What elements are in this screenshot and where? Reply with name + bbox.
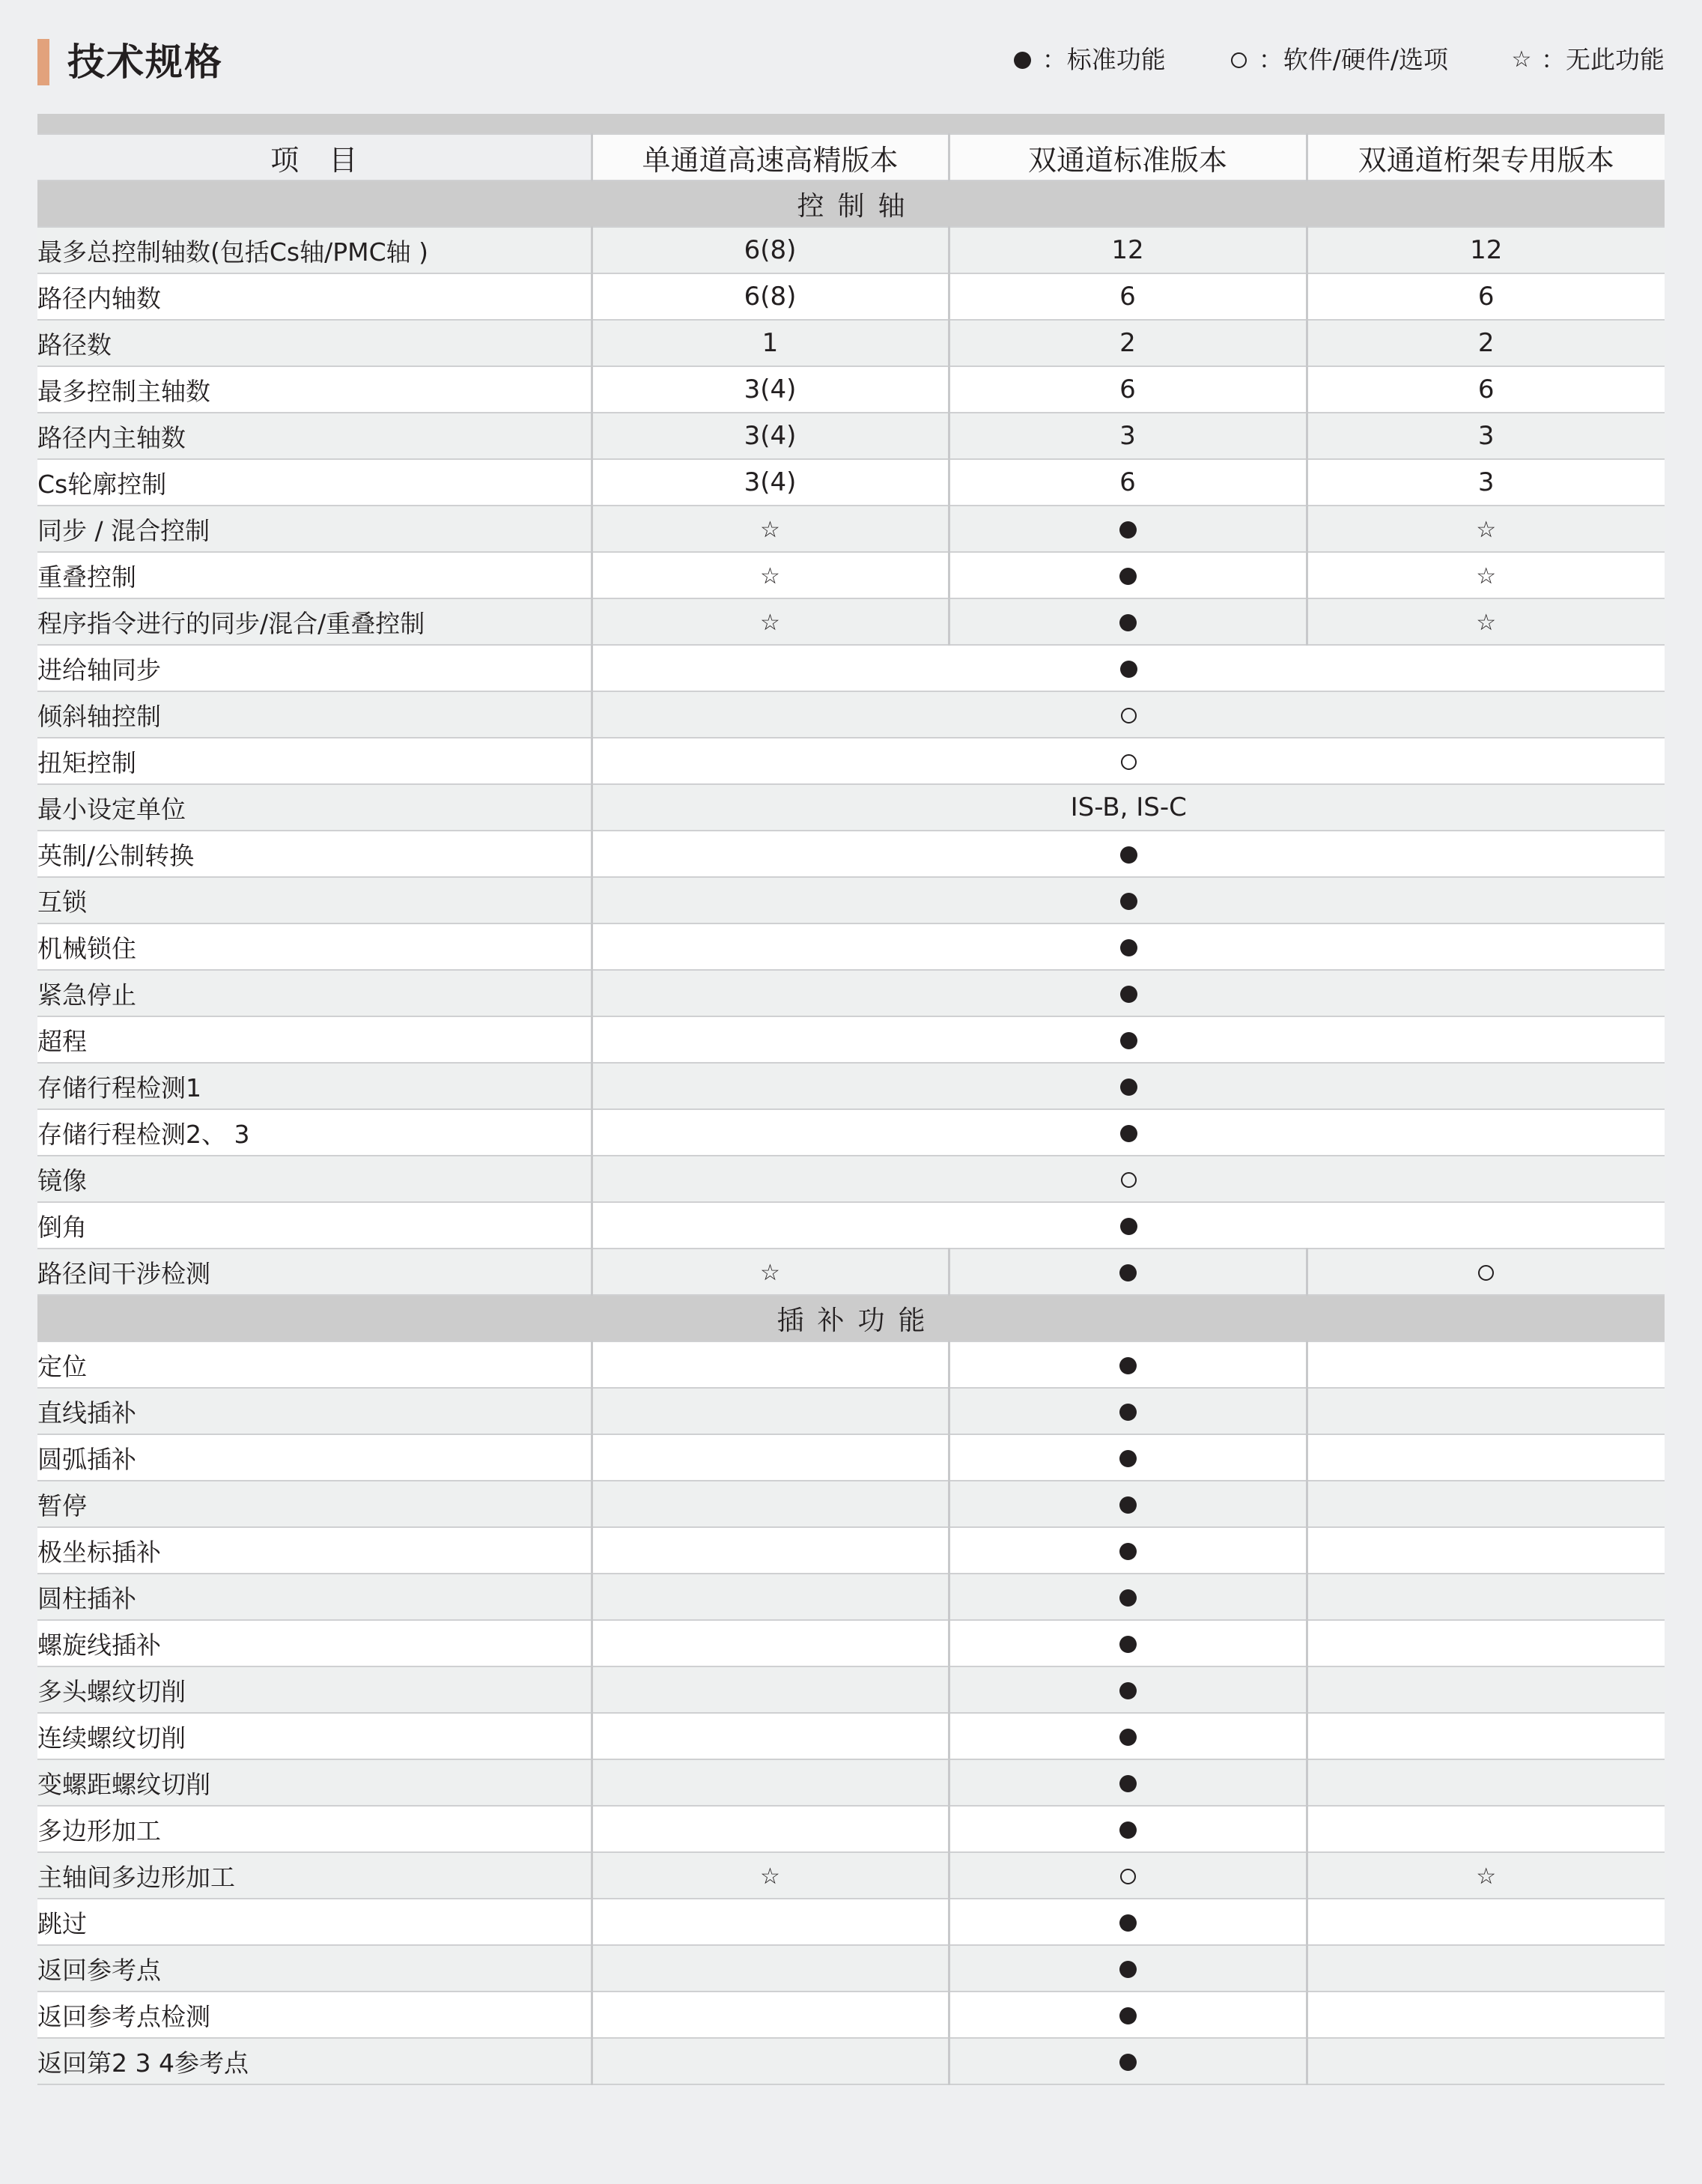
filled-circle-icon — [1119, 1589, 1137, 1607]
row-value-col1 — [592, 1852, 949, 1899]
row-value-col1: 3(4) — [592, 459, 949, 506]
star-icon: ☆ — [760, 517, 780, 543]
row-value-col3: 2 — [1307, 320, 1665, 366]
row-value-col3 — [1307, 1341, 1665, 1388]
row-value-col1 — [592, 1899, 949, 1945]
table-row — [37, 413, 1665, 459]
row-value-col3 — [1307, 2038, 1665, 2084]
row-value-merged — [592, 877, 1665, 923]
row-value-col1: 6(8) — [592, 273, 949, 320]
row-value-col2 — [949, 506, 1307, 552]
row-label: 多头螺纹切削 — [37, 1666, 592, 1713]
row-label: 最多控制主轴数 — [37, 366, 592, 413]
filled-circle-icon — [1119, 1264, 1137, 1281]
row-value-col2 — [949, 552, 1307, 598]
row-value-col2: 2 — [949, 320, 1307, 366]
star-icon: ☆ — [1476, 517, 1497, 543]
row-label: 暂停 — [37, 1481, 592, 1527]
filled-circle-icon — [1119, 1775, 1137, 1792]
row-value-col3: 3 — [1307, 413, 1665, 459]
row-value-col1 — [592, 1620, 949, 1666]
row-value-col1 — [592, 1249, 949, 1295]
row-label: 程序指令进行的同步/混合/重叠控制 — [37, 598, 592, 645]
row-value-col2 — [949, 1481, 1307, 1527]
star-icon: ☆ — [1476, 610, 1497, 636]
filled-circle-icon — [1119, 1496, 1137, 1514]
hollow-circle-icon — [1121, 1172, 1137, 1188]
row-value-col3 — [1307, 1806, 1665, 1852]
row-label: 返回第2 3 4参考点 — [37, 2038, 592, 2084]
table-row — [37, 227, 1665, 273]
row-label: 路径内主轴数 — [37, 413, 592, 459]
filled-circle-icon — [1119, 1357, 1137, 1374]
spec-table — [37, 133, 1665, 2085]
table-row — [37, 970, 1665, 1016]
row-value-col1 — [592, 598, 949, 645]
row-label: Cs轮廓控制 — [37, 459, 592, 506]
table-row — [37, 877, 1665, 923]
row-value-col1 — [592, 1434, 949, 1481]
row-label: 重叠控制 — [37, 552, 592, 598]
row-value-col3 — [1307, 1666, 1665, 1713]
table-row — [37, 320, 1665, 366]
row-value-merged — [592, 691, 1665, 738]
star-icon: ☆ — [1476, 563, 1497, 589]
table-row — [37, 1481, 1665, 1527]
legend-item-option — [1227, 37, 1448, 82]
row-value-col1: 3(4) — [592, 413, 949, 459]
row-value-col2 — [949, 1852, 1307, 1899]
row-label: 返回参考点 — [37, 1945, 592, 1992]
row-value-col2 — [949, 1620, 1307, 1666]
filled-circle-icon — [1119, 1729, 1137, 1746]
row-value-merged — [592, 1202, 1665, 1249]
filled-circle-icon — [1120, 661, 1137, 678]
row-value-col2 — [949, 1249, 1307, 1295]
filled-circle-icon — [1119, 1636, 1137, 1653]
row-label: 螺旋线插补 — [37, 1620, 592, 1666]
table-row — [37, 738, 1665, 784]
table-row — [37, 1759, 1665, 1806]
legend-item-none — [1510, 37, 1665, 82]
row-value-col2 — [949, 1759, 1307, 1806]
row-value-col2 — [949, 1992, 1307, 2038]
table-row — [37, 831, 1665, 877]
row-value-col2: 3 — [949, 413, 1307, 459]
table-row — [37, 1713, 1665, 1759]
section-header-row — [37, 1295, 1665, 1341]
row-label: 存储行程检测1 — [37, 1063, 592, 1109]
row-label: 机械锁住 — [37, 923, 592, 970]
filled-circle-icon — [1120, 893, 1137, 910]
row-value-col3 — [1307, 1249, 1665, 1295]
row-label: 倒角 — [37, 1202, 592, 1249]
filled-circle-icon — [1119, 614, 1137, 631]
star-icon: ☆ — [760, 1863, 780, 1890]
row-value-col1 — [592, 552, 949, 598]
table-row — [37, 459, 1665, 506]
table-row — [37, 273, 1665, 320]
filled-circle-icon — [1011, 52, 1035, 69]
filled-circle-icon — [1120, 846, 1137, 864]
table-row — [37, 1666, 1665, 1713]
row-value-col1 — [592, 1388, 949, 1434]
row-label: 扭矩控制 — [37, 738, 592, 784]
filled-circle-icon — [1120, 1032, 1137, 1049]
table-row — [37, 1945, 1665, 1992]
filled-circle-icon — [1120, 1125, 1137, 1142]
row-label: 互锁 — [37, 877, 592, 923]
row-value-col3 — [1307, 1759, 1665, 1806]
filled-circle-icon — [1120, 986, 1137, 1003]
table-row — [37, 552, 1665, 598]
table-row — [37, 366, 1665, 413]
section-title: 控制轴 — [37, 181, 1665, 227]
row-value-col2 — [949, 1388, 1307, 1434]
row-value-merged — [592, 645, 1665, 691]
row-value-col2: 12 — [949, 227, 1307, 273]
table-row — [37, 506, 1665, 552]
legend-label: ：标准功能 — [1042, 45, 1166, 74]
row-label: 主轴间多边形加工 — [37, 1852, 592, 1899]
row-value-merged — [592, 1109, 1665, 1156]
row-label: 路径内轴数 — [37, 273, 592, 320]
filled-circle-icon — [1119, 568, 1137, 585]
row-label: 最多总控制轴数(包括Cs轴/PMC轴 ) — [37, 227, 592, 273]
row-value-col3 — [1307, 1388, 1665, 1434]
table-row — [37, 1016, 1665, 1063]
row-value-col3: 6 — [1307, 273, 1665, 320]
row-value-col1 — [592, 1713, 949, 1759]
header-dual-standard: 双通道标准版本 — [949, 134, 1307, 181]
row-value-col1 — [592, 1341, 949, 1388]
row-value-col1 — [592, 1759, 949, 1806]
row-value-col2 — [949, 1341, 1307, 1388]
table-row — [37, 645, 1665, 691]
table-row — [37, 1806, 1665, 1852]
row-value-col2 — [949, 1574, 1307, 1620]
row-label: 英制/公制转换 — [37, 831, 592, 877]
table-row — [37, 1109, 1665, 1156]
table-row — [37, 923, 1665, 970]
filled-circle-icon — [1120, 1218, 1137, 1235]
row-value-col2 — [949, 1527, 1307, 1574]
row-label: 紧急停止 — [37, 970, 592, 1016]
star-icon: ☆ — [1476, 1863, 1497, 1890]
row-label: 倾斜轴控制 — [37, 691, 592, 738]
row-label: 返回参考点检测 — [37, 1992, 592, 2038]
row-value-col1 — [592, 1945, 949, 1992]
row-label: 极坐标插补 — [37, 1527, 592, 1574]
filled-circle-icon — [1119, 1821, 1137, 1839]
row-value-col2 — [949, 2038, 1307, 2084]
table-row — [37, 1341, 1665, 1388]
table-row — [37, 1527, 1665, 1574]
legend — [1011, 37, 1665, 82]
filled-circle-icon — [1119, 1682, 1137, 1699]
filled-circle-icon — [1120, 1079, 1137, 1096]
page-title: 技术规格 — [67, 40, 223, 84]
hollow-circle-icon — [1478, 1265, 1494, 1281]
row-value-col2 — [949, 1666, 1307, 1713]
row-label: 最小设定单位 — [37, 784, 592, 831]
table-header-row — [37, 134, 1665, 181]
section-title: 插补功能 — [37, 1295, 1665, 1341]
row-value-col2 — [949, 1434, 1307, 1481]
table-row — [37, 1574, 1665, 1620]
row-value-col1: 1 — [592, 320, 949, 366]
hollow-circle-icon — [1227, 52, 1251, 68]
row-value-col3: 3 — [1307, 459, 1665, 506]
row-value-merged — [592, 970, 1665, 1016]
row-value-col3 — [1307, 552, 1665, 598]
row-value-col1 — [592, 506, 949, 552]
row-label: 同步 / 混合控制 — [37, 506, 592, 552]
row-label: 圆弧插补 — [37, 1434, 592, 1481]
row-value-col3 — [1307, 1899, 1665, 1945]
row-value-col1: 3(4) — [592, 366, 949, 413]
hollow-circle-icon — [1121, 754, 1137, 770]
row-value-col3 — [1307, 1992, 1665, 2038]
row-value-merged — [592, 738, 1665, 784]
spec-table-body — [37, 181, 1665, 2084]
table-row — [37, 1620, 1665, 1666]
table-row — [37, 1899, 1665, 1945]
row-value-merged — [592, 1016, 1665, 1063]
filled-circle-icon — [1120, 939, 1137, 956]
row-value-col1 — [592, 1806, 949, 1852]
table-row — [37, 1249, 1665, 1295]
row-value-col3 — [1307, 1620, 1665, 1666]
row-value-col3 — [1307, 1945, 1665, 1992]
table-row — [37, 598, 1665, 645]
row-value-col3: 6 — [1307, 366, 1665, 413]
row-label: 连续螺纹切削 — [37, 1713, 592, 1759]
header-single-channel: 单通道高速高精版本 — [592, 134, 949, 181]
row-label: 跳过 — [37, 1899, 592, 1945]
table-row — [37, 2038, 1665, 2084]
row-value-col2 — [949, 1945, 1307, 1992]
row-value-col1 — [592, 1481, 949, 1527]
hollow-circle-icon — [1121, 708, 1137, 724]
row-value-col1: 6(8) — [592, 227, 949, 273]
row-value-col1 — [592, 1666, 949, 1713]
header-item: 项目 — [37, 134, 592, 181]
row-label: 圆柱插补 — [37, 1574, 592, 1620]
star-icon: ☆ — [760, 610, 780, 636]
row-value-col2: 6 — [949, 366, 1307, 413]
row-label: 变螺距螺纹切削 — [37, 1759, 592, 1806]
row-value-merged — [592, 831, 1665, 877]
row-label: 存储行程检测2、 3 — [37, 1109, 592, 1156]
row-label: 路径间干涉检测 — [37, 1249, 592, 1295]
table-row — [37, 1388, 1665, 1434]
row-value-col3 — [1307, 1527, 1665, 1574]
table-row — [37, 1063, 1665, 1109]
title-accent-bar — [37, 39, 49, 85]
row-value-col2: 6 — [949, 273, 1307, 320]
row-value-col1 — [592, 1574, 949, 1620]
row-label: 直线插补 — [37, 1388, 592, 1434]
filled-circle-icon — [1119, 1404, 1137, 1421]
table-row — [37, 1434, 1665, 1481]
section-header-row — [37, 181, 1665, 227]
table-row — [37, 1202, 1665, 1249]
star-icon: ☆ — [760, 1260, 780, 1286]
table-row — [37, 1852, 1665, 1899]
row-value-col3 — [1307, 598, 1665, 645]
row-value-col3: 12 — [1307, 227, 1665, 273]
row-label: 超程 — [37, 1016, 592, 1063]
row-value-col3 — [1307, 506, 1665, 552]
row-value-col1 — [592, 2038, 949, 2084]
row-value-col2 — [949, 1899, 1307, 1945]
hollow-circle-icon — [1120, 1869, 1136, 1884]
row-value-merged — [592, 923, 1665, 970]
row-value-col2: 6 — [949, 459, 1307, 506]
row-label: 进给轴同步 — [37, 645, 592, 691]
row-value-merged: IS-B, IS-C — [592, 784, 1665, 831]
legend-label: ：无此功能 — [1541, 45, 1665, 74]
row-value-col1 — [592, 1992, 949, 2038]
row-value-col3 — [1307, 1481, 1665, 1527]
row-value-merged — [592, 1156, 1665, 1202]
table-row — [37, 1992, 1665, 2038]
filled-circle-icon — [1119, 1961, 1137, 1978]
table-row — [37, 1156, 1665, 1202]
row-value-col3 — [1307, 1434, 1665, 1481]
filled-circle-icon — [1119, 2054, 1137, 2071]
row-value-col3 — [1307, 1852, 1665, 1899]
row-value-col3 — [1307, 1574, 1665, 1620]
table-row — [37, 784, 1665, 831]
filled-circle-icon — [1119, 521, 1137, 539]
star-icon: ☆ — [760, 563, 780, 589]
row-value-col2 — [949, 598, 1307, 645]
filled-circle-icon — [1119, 1914, 1137, 1932]
row-value-col2 — [949, 1713, 1307, 1759]
filled-circle-icon — [1119, 1543, 1137, 1560]
header-dual-gantry: 双通道桁架专用版本 — [1307, 134, 1665, 181]
legend-item-standard — [1011, 37, 1166, 82]
table-top-strip — [37, 114, 1665, 133]
star-icon: ☆ — [1511, 46, 1532, 73]
row-label: 定位 — [37, 1341, 592, 1388]
row-value-col3 — [1307, 1713, 1665, 1759]
row-label: 路径数 — [37, 320, 592, 366]
row-label: 镜像 — [37, 1156, 592, 1202]
row-value-merged — [592, 1063, 1665, 1109]
row-value-col2 — [949, 1806, 1307, 1852]
filled-circle-icon — [1119, 1450, 1137, 1467]
legend-label: ：软件/硬件/选项 — [1258, 45, 1448, 74]
table-row — [37, 691, 1665, 738]
row-label: 多边形加工 — [37, 1806, 592, 1852]
row-value-col1 — [592, 1527, 949, 1574]
filled-circle-icon — [1119, 2007, 1137, 2024]
